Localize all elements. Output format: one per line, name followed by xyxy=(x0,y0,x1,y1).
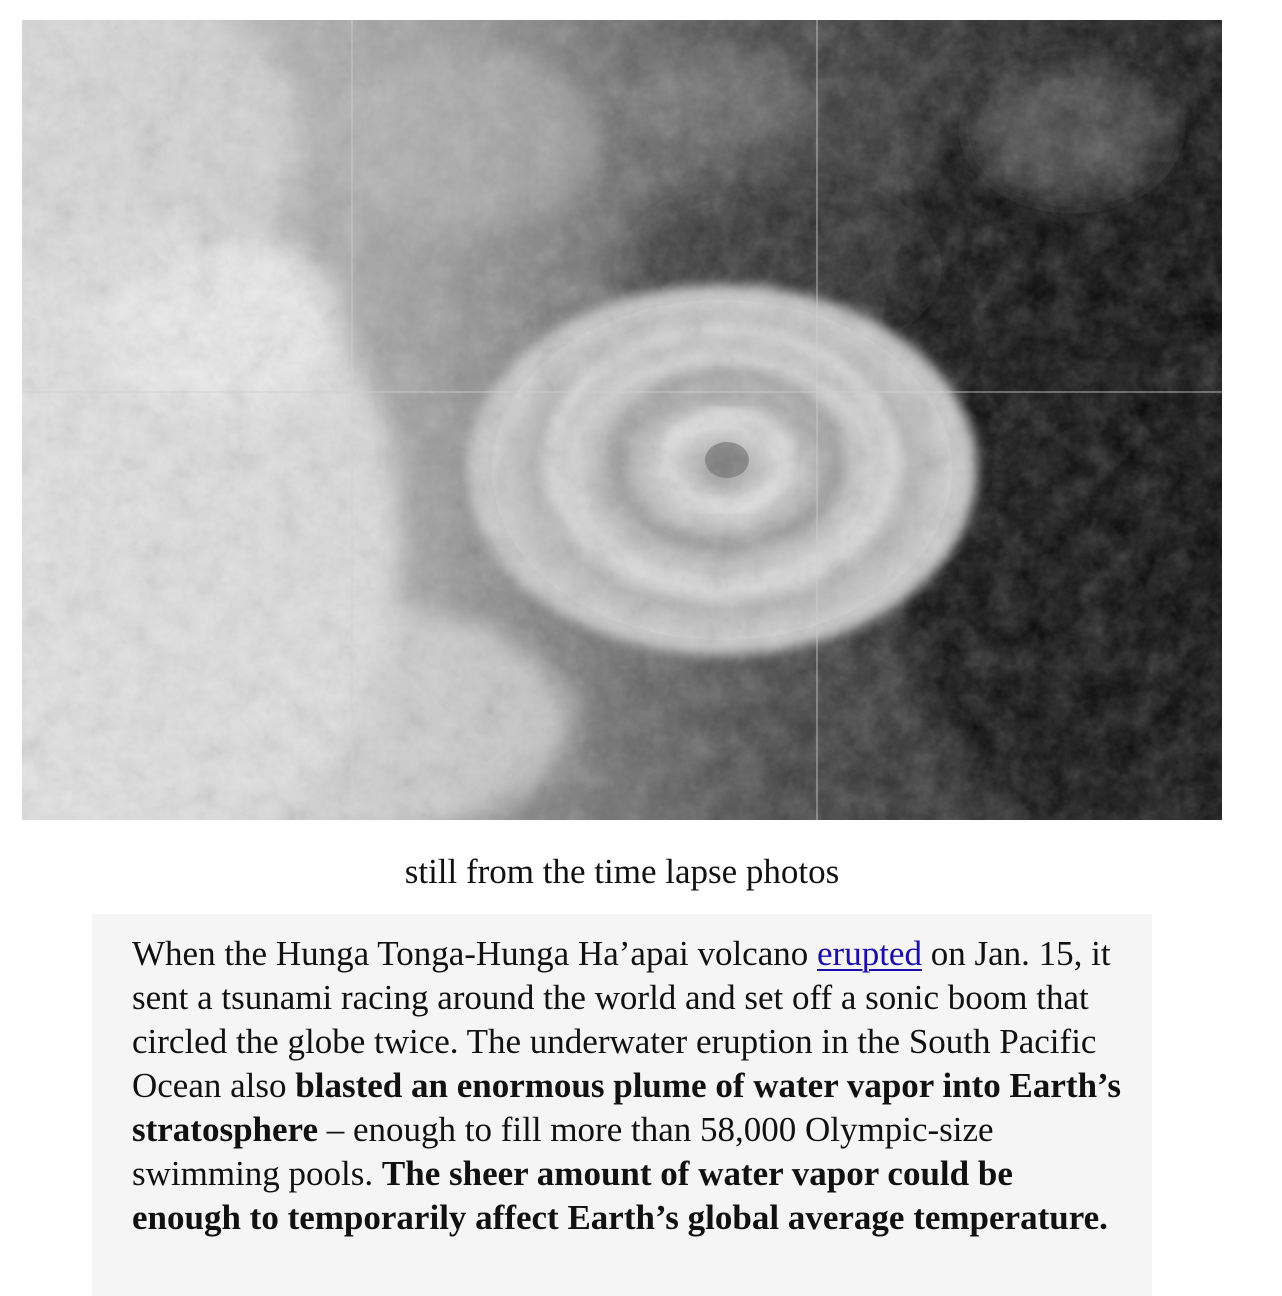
paragraph-text-2: on Jan. 15, it sent a tsunami racing around the world and set off a sonic boom that circled the globe twice. The underwater eruption in the South Pacific Ocean also xyxy=(132,934,1111,1105)
bold-statement-2: The sheer amount of water vapor could be enough to temporarily affect Earth’s global average temperature. xyxy=(132,1154,1108,1237)
erupted-link[interactable]: erupted xyxy=(817,934,922,973)
paragraph-text-1: When the Hunga Tonga-Hunga Ha’apai volcano xyxy=(132,934,817,973)
bold-statement-1: blasted an enormous plume of water vapor into Earth’s stratosphere xyxy=(132,1066,1122,1149)
satellite-image-svg xyxy=(22,20,1222,820)
image-caption: still from the time lapse photos xyxy=(404,852,840,891)
paragraph-text-3: – enough to fill more than 58,000 Olympic-size swimming pools. xyxy=(132,1110,994,1193)
article-excerpt-box xyxy=(92,914,1152,1296)
eruption-satellite-image xyxy=(22,20,1222,820)
article-paragraph xyxy=(132,932,1128,1240)
